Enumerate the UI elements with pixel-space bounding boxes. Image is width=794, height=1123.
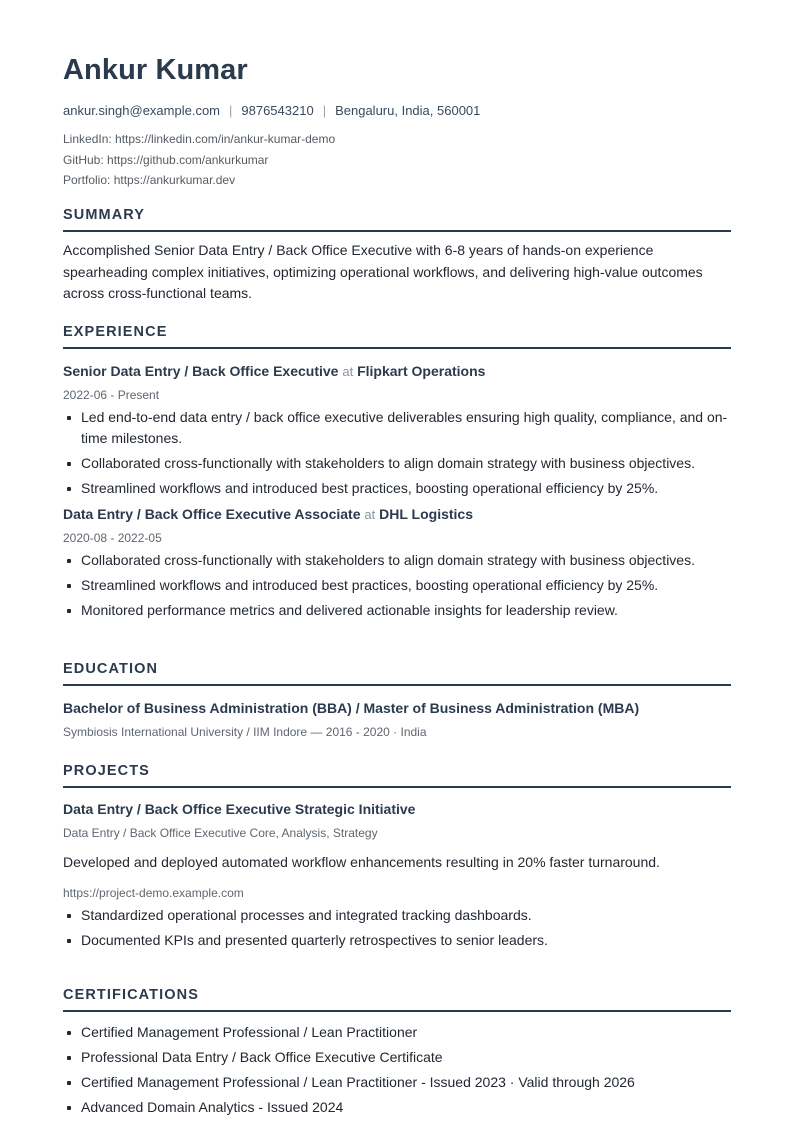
summary-section (63, 207, 731, 305)
at-label: at (364, 507, 376, 522)
candidate-name: Ankur Kumar (63, 54, 248, 86)
location: Bengaluru, India, 560001 (335, 103, 481, 118)
summary-text: Accomplished Senior Data Entry / Back Office Executive with 6-8 years of hands-on experience spearheading complex initiatives, optimizing operational workflows, and delivering high-value outcomes across cross-functional teams. (63, 242, 703, 301)
education-section (63, 661, 731, 739)
project-tags: Data Entry / Back Office Executive Core, Analysis, Strategy (63, 826, 378, 840)
list-item: Led end-to-end data entry / back office executive deliverables ensuring high quality, compliance, and on-time milestones. (81, 407, 731, 449)
job-company: DHL Logistics (379, 506, 473, 522)
list-item: Streamlined workflows and introduced best practices, boosting operational efficiency by 25%. (81, 478, 731, 499)
section-title: EXPERIENCE (63, 324, 731, 349)
job-dates: 2020-08 - 2022-05 (63, 531, 162, 545)
list-item: Standardized operational processes and integrated tracking dashboards. (81, 905, 731, 926)
projects-section (63, 763, 731, 955)
contact-line (63, 103, 480, 118)
section-title: PROJECTS (63, 763, 731, 788)
at-label: at (342, 364, 354, 379)
job-bullets (63, 550, 731, 621)
list-item: Streamlined workflows and introduced best practices, boosting operational efficiency by 25%. (81, 575, 731, 596)
list-item: Advanced Domain Analytics - Issued 2024 (81, 1097, 731, 1118)
job-company: Flipkart Operations (357, 363, 486, 379)
job-bullets (63, 407, 731, 499)
job-heading (63, 363, 731, 379)
project-link[interactable]: https://project-demo.example.com (63, 885, 244, 900)
certifications-section (63, 987, 731, 1122)
portfolio-link[interactable]: Portfolio: https://ankurkumar.dev (63, 173, 236, 187)
job-entry (63, 363, 731, 499)
list-item: Collaborated cross-functionally with stakeholders to align domain strategy with business objectives. (81, 453, 731, 474)
separator: | (229, 103, 233, 118)
phone-number: 9876543210 (241, 103, 314, 118)
project-name: Data Entry / Back Office Executive Strategic Initiative (63, 801, 416, 817)
job-role: Senior Data Entry / Back Office Executive (63, 363, 339, 379)
job-entry (63, 506, 731, 621)
project-description: Developed and deployed automated workflow enhancements resulting in 20% faster turnaround. (63, 854, 660, 870)
degree: Bachelor of Business Administration (BBA) / Master of Business Administration (MBA) (63, 700, 640, 716)
section-title: CERTIFICATIONS (63, 987, 731, 1012)
list-item: Collaborated cross-functionally with stakeholders to align domain strategy with business objectives. (81, 550, 731, 571)
certification-list (63, 1022, 731, 1118)
job-dates: 2022-06 - Present (63, 388, 160, 402)
separator: | (322, 103, 327, 118)
email-link[interactable]: ankur.singh@example.com (63, 103, 220, 118)
project-bullets (63, 905, 731, 951)
github-link[interactable]: GitHub: https://github.com/ankurkumar (63, 152, 269, 167)
list-item: Certified Management Professional / Lean Practitioner - Issued 2023 · Valid through 2026 (81, 1072, 731, 1093)
profile-links (63, 129, 335, 191)
list-item: Monitored performance metrics and delivered actionable insights for leadership review. (81, 600, 731, 621)
education-details: Symbiosis International University / IIM Indore — 2016 - 2020 · India (63, 725, 427, 739)
list-item: Documented KPIs and presented quarterly retrospectives to senior leaders. (81, 930, 731, 951)
job-heading (63, 506, 731, 522)
list-item: Certified Management Professional / Lean Practitioner (81, 1022, 731, 1043)
experience-section (63, 324, 731, 625)
linkedin-link[interactable]: LinkedIn: https://linkedin.com/in/ankur-kumar-demo (63, 132, 336, 146)
list-item: Professional Data Entry / Back Office Executive Certificate (81, 1047, 731, 1068)
job-role: Data Entry / Back Office Executive Associate (63, 506, 361, 522)
section-title: EDUCATION (63, 661, 731, 686)
section-title: SUMMARY (63, 207, 731, 232)
